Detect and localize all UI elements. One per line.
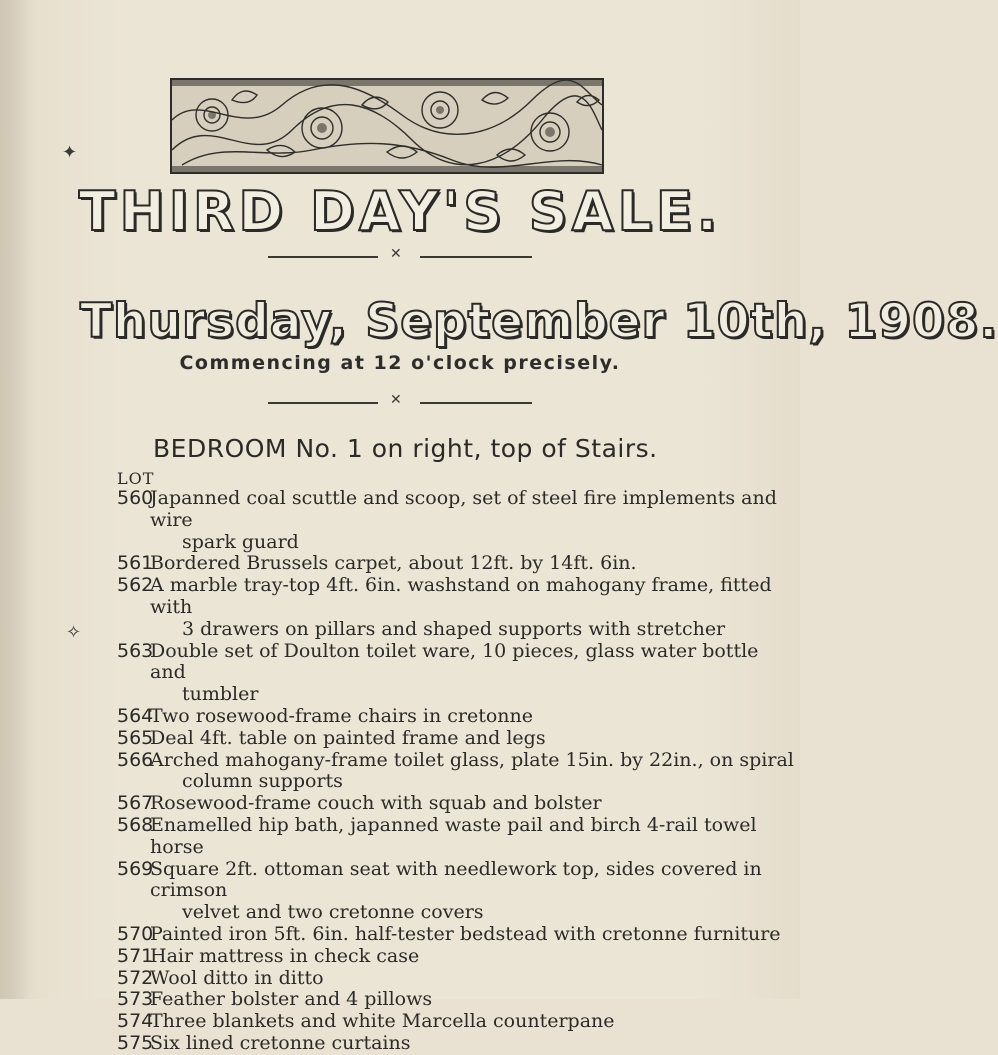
- lot-number: 575: [117, 1031, 154, 1054]
- lot-number: 569: [117, 857, 154, 880]
- lot-item: [117, 728, 797, 750]
- lot-item: [117, 859, 797, 924]
- lot-item: [117, 968, 797, 990]
- room-heading: BEDROOM No. 1 on right, top of Stairs.: [153, 434, 658, 463]
- lot-description: Japanned coal scuttle and scoop, set of steel fire implements and wire: [150, 487, 777, 531]
- lot-column-label: LOT: [117, 469, 155, 488]
- lot-number: 571: [117, 944, 154, 967]
- lot-description: Painted iron 5ft. 6in. half-tester bedstead with cretonne furniture: [150, 922, 781, 945]
- date-divider: ✕: [268, 398, 532, 408]
- lot-number: 570: [117, 922, 154, 945]
- lot-item: [117, 793, 797, 815]
- lot-number: 573: [117, 988, 154, 1011]
- lot-description-continued: tumbler: [182, 683, 259, 706]
- lot-description: Hair mattress in check case: [150, 944, 420, 967]
- lot-number: 574: [117, 1010, 154, 1033]
- lot-number: 565: [117, 726, 154, 749]
- lot-description: Square 2ft. ottoman seat with needlework top, sides covered in crimson: [150, 857, 762, 902]
- lot-item: [117, 575, 797, 640]
- lot-description: Double set of Doulton toilet ware, 10 pieces, glass water bottle and: [150, 639, 759, 684]
- lot-description: Wool ditto in ditto: [150, 966, 324, 989]
- lot-item: [117, 1011, 797, 1033]
- lot-item: [117, 488, 797, 553]
- lot-item: [117, 924, 797, 946]
- start-time: Commencing at 12 o'clock precisely.: [179, 352, 621, 374]
- lot-description: Six lined cretonne curtains: [150, 1031, 411, 1054]
- lot-number: 560: [117, 487, 154, 509]
- lot-description: Deal 4ft. table on painted frame and legs: [150, 726, 546, 749]
- lot-item: [117, 815, 797, 859]
- lot-number: 568: [117, 813, 154, 836]
- margin-mark: ✧: [66, 622, 82, 643]
- lot-description-continued: column supports: [182, 770, 343, 793]
- lot-description: A marble tray-top 4ft. 6in. washstand on mahogany frame, fitted with: [150, 574, 772, 618]
- lot-number: 563: [117, 639, 154, 662]
- lot-item: [117, 946, 797, 968]
- lot-item: [117, 989, 797, 1011]
- lot-item: [117, 553, 797, 575]
- lot-description: Bordered Brussels carpet, about 12ft. by 14ft. 6in.: [150, 552, 637, 575]
- title-divider: ✕: [268, 252, 532, 262]
- lot-description: Arched mahogany-frame toilet glass, plate 15in. by 22in., on spiral: [150, 748, 794, 771]
- sale-date: Thursday, September 10th, 1908.: [80, 294, 998, 349]
- lot-description-continued: velvet and two cretonne covers: [182, 901, 484, 924]
- ornamental-banner: [170, 78, 604, 174]
- lot-item: [117, 706, 797, 728]
- lot-number: 567: [117, 792, 154, 815]
- lot-item: [117, 641, 797, 706]
- lot-number: 561: [117, 552, 154, 575]
- lot-number: 566: [117, 748, 154, 771]
- lot-number: 562: [117, 574, 154, 597]
- lot-description: Enamelled hip bath, japanned waste pail and birch 4-rail towel horse: [150, 813, 757, 858]
- lot-description-continued: 3 drawers on pillars and shaped supports with stretcher: [182, 617, 726, 640]
- lot-number: 564: [117, 704, 154, 727]
- page-edge-shadow: [0, 0, 30, 999]
- lot-description: Two rosewood-frame chairs in cretonne: [150, 704, 533, 727]
- lot-description: Feather bolster and 4 pillows: [150, 988, 433, 1011]
- margin-mark: ✦: [62, 142, 78, 163]
- floral-engraving-image: [172, 80, 602, 172]
- sale-title: THIRD DAY'S SALE.: [78, 180, 722, 243]
- lot-item: [117, 750, 797, 794]
- lot-number: 572: [117, 966, 154, 989]
- lot-list: [117, 488, 797, 1055]
- lot-description: Three blankets and white Marcella counterpane: [150, 1010, 615, 1033]
- lot-description-continued: spark guard: [182, 530, 299, 553]
- lot-description: Rosewood-frame couch with squab and bolster: [150, 792, 602, 815]
- lot-item: [117, 1033, 797, 1055]
